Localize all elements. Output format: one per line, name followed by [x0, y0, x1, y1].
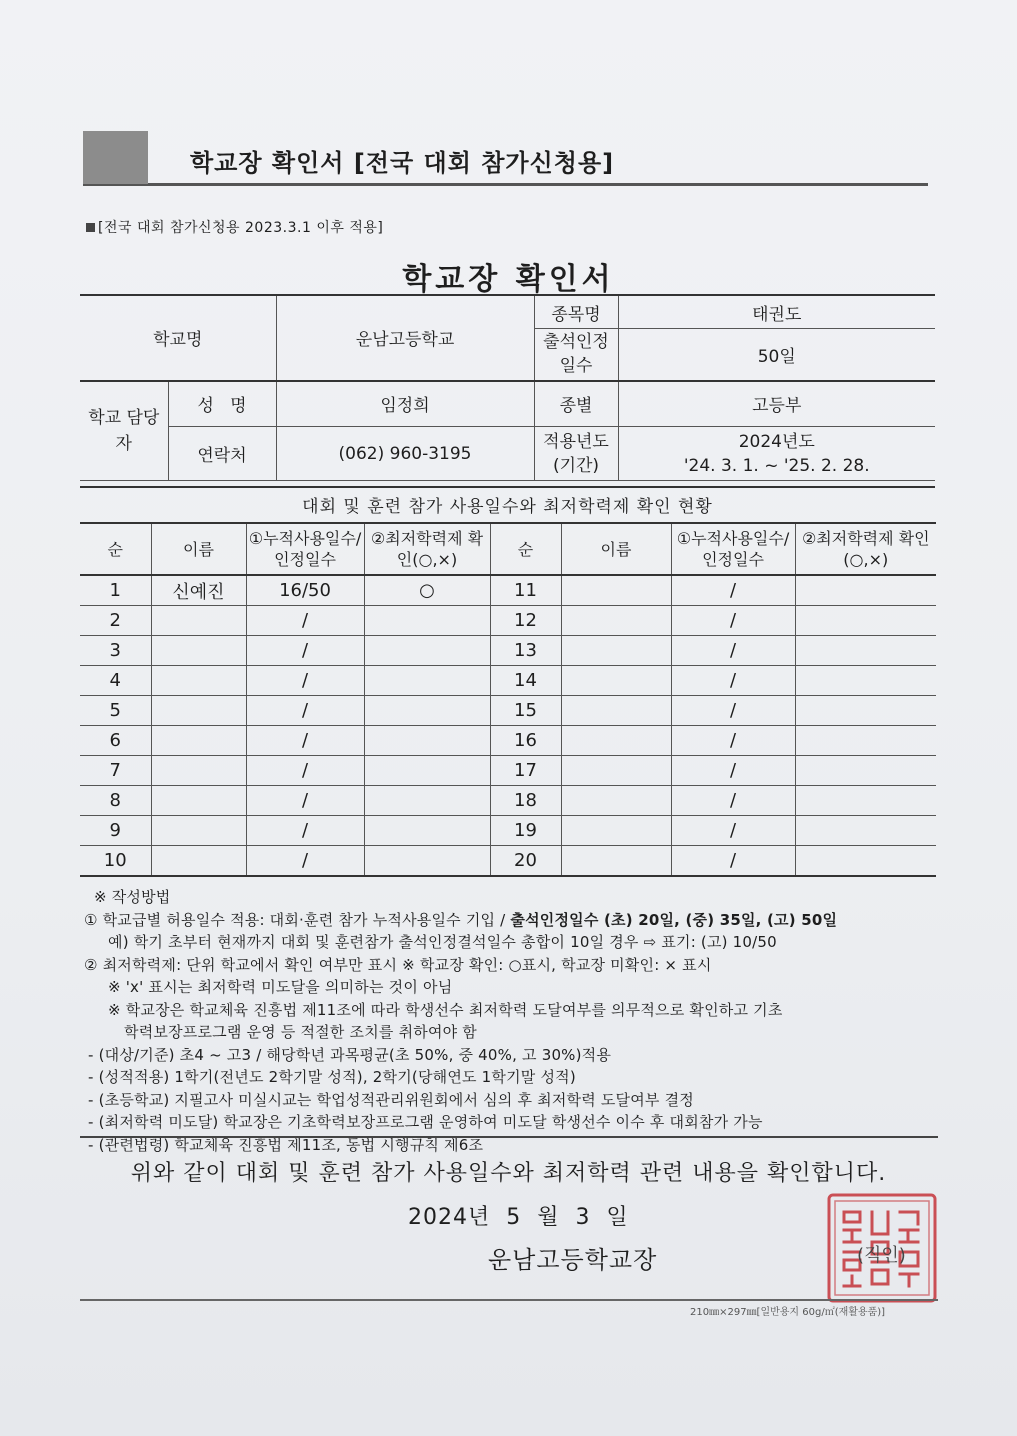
name-value: 임정희 [276, 381, 534, 427]
cell-academic-left [364, 666, 490, 696]
table-row [80, 666, 936, 696]
cell-days-right: / [671, 756, 795, 786]
cell-no-right: 18 [490, 786, 561, 816]
table-row [80, 756, 936, 786]
cell-academic-right [795, 575, 936, 606]
cell-academic-right [795, 636, 936, 666]
cell-no-right: 11 [490, 575, 561, 606]
note-d1: - (대상/기준) 초4 ~ 고3 / 해당학년 과목평균(초 50%, 중 40%, 고 30%)적용 [88, 1045, 612, 1064]
cell-academic-right [795, 606, 936, 636]
instructions [84, 886, 936, 1156]
table-row [80, 816, 936, 846]
cell-academic-left [364, 726, 490, 756]
cell-days-left: / [246, 816, 364, 846]
school-value: 운남고등학교 [276, 295, 534, 381]
cell-name-right [561, 636, 671, 666]
cell-name-left [151, 666, 246, 696]
table-row [80, 636, 936, 666]
year-label: 적용년도 (기간) [534, 427, 618, 481]
cell-no-right: 19 [490, 816, 561, 846]
note-2c: ※ 학교장은 학교체육 진흥법 제11조에 따라 학생선수 최저학력 도달여부를 의무적으로 확인하고 기초 [108, 1000, 783, 1019]
year-value-cell [618, 427, 935, 481]
cell-days-left: / [246, 696, 364, 726]
cell-name-right [561, 816, 671, 846]
cell-name-right [561, 696, 671, 726]
cell-no-left: 10 [80, 846, 151, 877]
seal-mark: (직인) [857, 1245, 906, 1266]
period-value: '24. 3. 1. ~ '25. 2. 28. [683, 455, 870, 476]
note-1b: 출석인정일수 (초) 20일, (중) 35일, (고) 50일 [510, 910, 838, 929]
cell-name-right [561, 846, 671, 877]
note-1c: 예) 학기 초부터 현재까지 대회 및 훈련참가 출석인정결석일수 총합이 10일 경우 ⇨ 표기: (고) 10/50 [108, 933, 777, 951]
cell-academic-left: ○ [364, 575, 490, 606]
cell-name-right [561, 666, 671, 696]
cell-no-right: 12 [490, 606, 561, 636]
cell-no-left: 9 [80, 816, 151, 846]
cell-academic-left [364, 636, 490, 666]
cell-days-right: / [671, 666, 795, 696]
cell-name-left [151, 846, 246, 877]
note-1 [84, 909, 936, 932]
list-title: 대회 및 훈련 참가 사용일수와 최저학력제 확인 현황 [302, 497, 713, 517]
cell-days-right: / [671, 575, 795, 606]
note-1a: ① 학교급별 허용일수 적용: 대회·훈련 참가 누적사용일수 기입 / [84, 910, 511, 929]
cell-academic-left [364, 786, 490, 816]
header-gray-box [83, 131, 148, 184]
attendance-value: 50일 [618, 329, 935, 381]
note-d5: - (관련법령) 학교체육 진흥법 제11조, 동법 시행규칙 제6조 [88, 1135, 484, 1154]
note-d4: - (최저학력 미도달) 학교장은 기초학력보장프로그램 운영하여 미도달 학생선수 이수 후 대회참가 가능 [88, 1113, 763, 1131]
header-academic-left: ②최저학력제 확인(○,×) [364, 523, 490, 575]
student-list-table [80, 522, 936, 877]
applicability-note-text: [전국 대회 참가신청용 2023.3.1 이후 적용] [98, 220, 384, 236]
cell-name-right [561, 575, 671, 606]
cell-no-left: 5 [80, 696, 151, 726]
header-bar [83, 131, 928, 186]
info-table [80, 294, 935, 481]
cell-name-left [151, 636, 246, 666]
attendance-label [534, 329, 618, 381]
cell-no-left: 7 [80, 756, 151, 786]
sport-value: 태권도 [618, 295, 935, 329]
bottom-divider [80, 1299, 938, 1301]
manager-label: 학교 담당자 [80, 381, 168, 481]
cell-academic-right [795, 756, 936, 786]
category-label: 종별 [534, 381, 618, 427]
square-bullet-icon [86, 223, 95, 232]
note-d2: - (성적적용) 1학기(전년도 2학기말 성적), 2학기(당해연도 1학기말 성적) [88, 1068, 576, 1086]
header-name-left: 이름 [151, 523, 246, 575]
confirmation-text: 위와 같이 대회 및 훈련 참가 사용일수와 최저학력 관련 내용을 확인합니다. [130, 1161, 887, 1186]
year-value: 2024년도 [738, 431, 815, 452]
notes-divider [80, 1136, 938, 1138]
cell-academic-right [795, 696, 936, 726]
cell-name-right [561, 756, 671, 786]
cell-no-left: 8 [80, 786, 151, 816]
cell-name-left [151, 786, 246, 816]
cell-academic-right [795, 846, 936, 877]
cell-no-right: 20 [490, 846, 561, 877]
cell-academic-right [795, 666, 936, 696]
cell-name-left [151, 606, 246, 636]
note-2d: 학력보장프로그램 운영 등 적절한 조치를 취하여야 함 [124, 1023, 477, 1041]
notes-heading: ※ 작성방법 [94, 888, 171, 906]
issue-date: 2024년 5 월 3 일 [408, 1205, 629, 1230]
cell-no-left: 4 [80, 666, 151, 696]
cell-no-right: 14 [490, 666, 561, 696]
cell-days-left: / [246, 666, 364, 696]
cell-days-right: / [671, 636, 795, 666]
cell-days-left: / [246, 786, 364, 816]
cell-days-left: / [246, 756, 364, 786]
cell-days-right: / [671, 606, 795, 636]
cell-days-right: / [671, 726, 795, 756]
table-row [80, 606, 936, 636]
info-bottom-rule [80, 486, 935, 488]
cell-no-left: 6 [80, 726, 151, 756]
cell-academic-left [364, 756, 490, 786]
table-row [80, 575, 936, 606]
header-no-left: 순 [80, 523, 151, 575]
cell-name-right [561, 786, 671, 816]
cell-no-right: 13 [490, 636, 561, 666]
note-2b: ※ 'x' 표시는 최저학력 미도달을 의미하는 것이 아님 [108, 978, 453, 996]
cell-academic-left [364, 816, 490, 846]
table-row [80, 696, 936, 726]
category-value: 고등부 [618, 381, 935, 427]
applicability-note [86, 217, 383, 237]
cell-academic-right [795, 786, 936, 816]
contact-value: (062) 960-3195 [276, 427, 534, 481]
signer-name: 운남고등학교장 [488, 1246, 658, 1274]
cell-name-left [151, 816, 246, 846]
cell-name-left: 신예진 [151, 575, 246, 606]
cell-days-left: 16/50 [246, 575, 364, 606]
cell-days-left: / [246, 846, 364, 877]
header-name-right: 이름 [561, 523, 671, 575]
header-title: 학교장 확인서 [전국 대회 참가신청용] [190, 149, 615, 177]
cell-name-left [151, 696, 246, 726]
note-2a: ② 최저학력제: 단위 학교에서 확인 여부만 표시 ※ 학교장 확인: ○표시, 학교장 미확인: × 표시 [84, 955, 712, 974]
page-title: 학교장 확인서 [402, 262, 615, 297]
cell-days-right: / [671, 696, 795, 726]
school-label: 학교명 [80, 295, 276, 381]
cell-no-right: 16 [490, 726, 561, 756]
cell-academic-right [795, 726, 936, 756]
cell-name-left [151, 756, 246, 786]
cell-academic-left [364, 846, 490, 877]
cell-academic-right [795, 816, 936, 846]
paper-spec: 210㎜×297㎜[일반용지 60g/㎡(재활용품)] [690, 1307, 886, 1318]
table-row [80, 846, 936, 877]
name-label: 성 명 [168, 381, 276, 427]
contact-label: 연락처 [168, 427, 276, 481]
table-row [80, 786, 936, 816]
cell-no-left: 3 [80, 636, 151, 666]
cell-days-right: / [671, 786, 795, 816]
cell-days-right: / [671, 846, 795, 877]
cell-no-right: 15 [490, 696, 561, 726]
cell-academic-left [364, 606, 490, 636]
cell-no-left: 2 [80, 606, 151, 636]
header-days-right: ①누적사용일수/인정일수 [671, 523, 795, 575]
attendance-label-text: 출석인정 일수 [543, 332, 609, 377]
cell-days-left: / [246, 636, 364, 666]
cell-no-left: 1 [80, 575, 151, 606]
table-row [80, 726, 936, 756]
cell-no-right: 17 [490, 756, 561, 786]
header-academic-right: ②최저학력제 확인(○,×) [795, 523, 936, 575]
header-days-left: ①누적사용일수/인정일수 [246, 523, 364, 575]
note-d3: - (초등학교) 지필고사 미실시교는 학업성적관리위원회에서 심의 후 최저학력 도달여부 결정 [88, 1090, 694, 1109]
cell-name-right [561, 606, 671, 636]
cell-days-left: / [246, 726, 364, 756]
cell-days-right: / [671, 816, 795, 846]
cell-name-right [561, 726, 671, 756]
cell-days-left: / [246, 606, 364, 636]
cell-name-left [151, 726, 246, 756]
cell-academic-left [364, 696, 490, 726]
header-no-right: 순 [490, 523, 561, 575]
sport-label: 종목명 [534, 295, 618, 329]
